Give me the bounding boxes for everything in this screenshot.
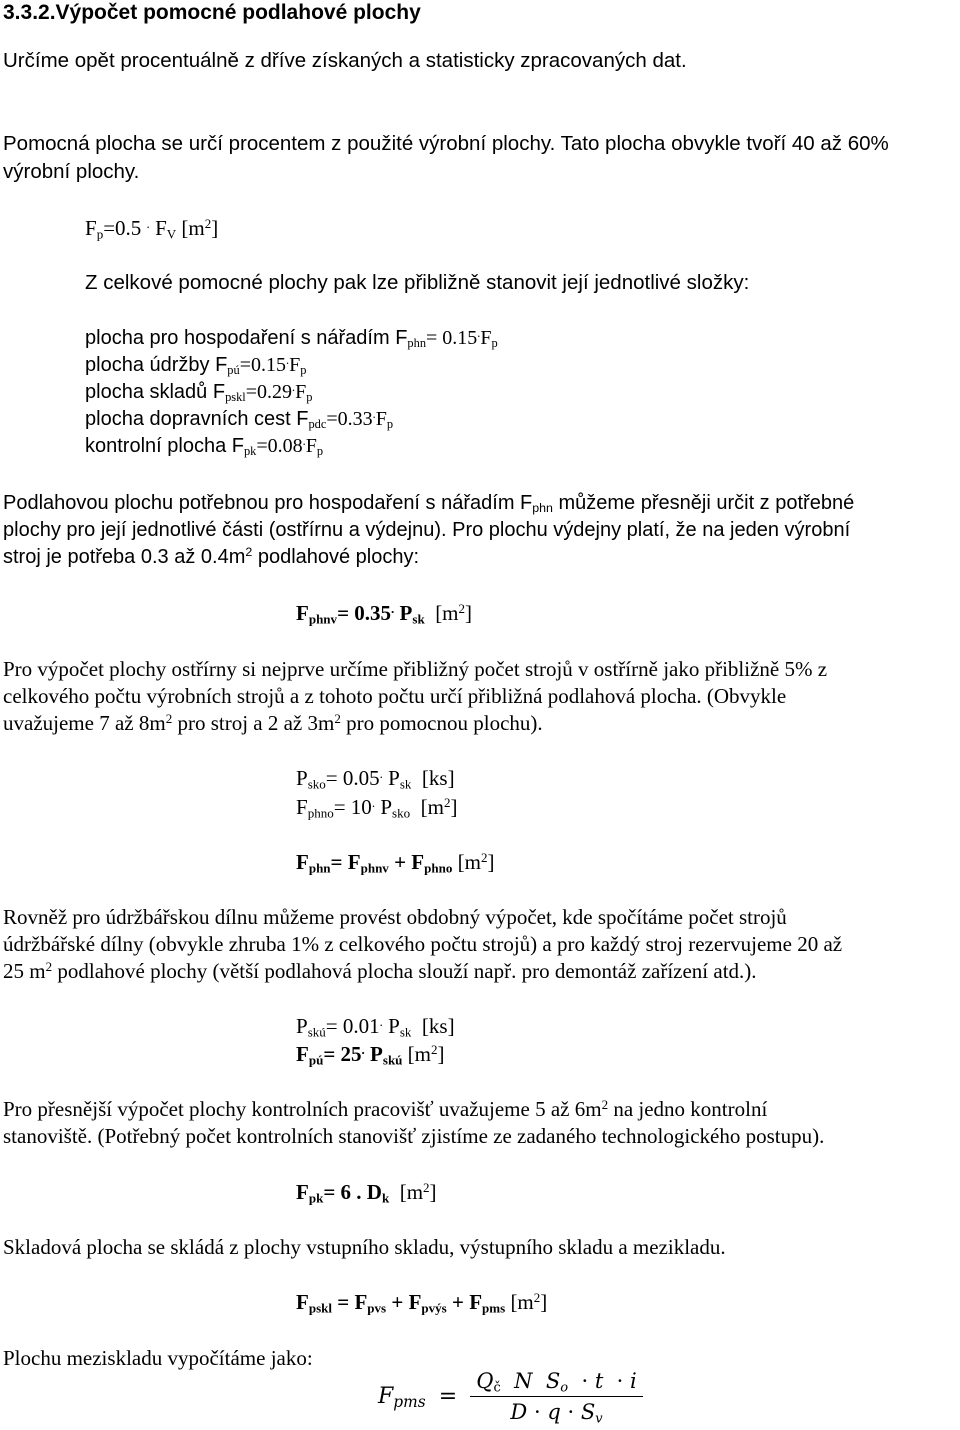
component-row: plocha pro hospodaření s nářadím $F_{phn}= 0.15^.F_p$ (85, 326, 498, 351)
maintenance-paragraph-line-2: údržbářské dílny (obvykle zhruba 1% z celkového počtu strojů) a pro každý stroj rezervujeme 20 až (3, 932, 843, 956)
formula-fphno: $F_{phno}= 10^.$ $P_{sko}$ $[m^2]$ (296, 794, 458, 821)
formula-fp: $F_p=0.5$ . $F_V$ $[m^2]$ (85, 215, 219, 242)
tools-paragraph-line-1: Podlahovou plochu potřebnou pro hospodaření s nářadím $F_{phn}$ můžeme přesněji určit z potřebné (3, 492, 855, 516)
formula-fpms: $F_{pms}$ = $\frac{Q_č N S_o \cdot t \cdot i}{D \cdot q \cdot S_v}$ (378, 1366, 643, 1427)
maintenance-paragraph-line-3: 25 $m^2$ podlahové plochy (větší podlahová plocha slouží např. pro demontáž zařízení atd.). (3, 958, 757, 983)
formula-fpk: $F_{pk}= 6$ . $D_k$ $[m^2]$ (296, 1179, 437, 1206)
aux-paragraph-line-1: Pomocná plocha se určí procentem z použité výrobní plochy. Tato plocha obvykle tvoří 40 až 60% (3, 132, 889, 155)
tools-paragraph-line-3: stroj je potřeba 0.3 až $0.4m^2$ podlahové plochy: (3, 545, 420, 568)
maintenance-paragraph-line-1: Rovněž pro údržbářskou dílnu můžeme provést obdobný výpočet, kde spočítáme počet strojů (3, 905, 787, 929)
formula-psko: $P_{sko}= 0.05^.$ $P_{sk}$ [ks] (296, 765, 455, 792)
sharpening-paragraph-line-1: Pro výpočet plochy ostřírny si nejprve určíme přibližný počet strojů v ostřírně jako přibližně 5% z (3, 657, 828, 681)
aux-paragraph-line-2: výrobní plochy. (3, 160, 140, 183)
formula-fphn: $F_{phn}= F_{phnv} + F_{phno}$ $[m^2]$ (296, 849, 495, 876)
sharpening-paragraph-line-2: celkového počtu výrobních strojů a z tohoto počtu určí přibližná podlahová plocha. (Obvykle (3, 684, 787, 708)
fraction-numerator: $Q_č$ N $S_o \cdot t \cdot i$ (476, 1369, 637, 1396)
interstock-intro: Plochu meziskladu vypočítáme jako: (3, 1346, 313, 1370)
component-row: plocha dopravních cest $F_{pdc}=0.33^.F_p$ (85, 407, 394, 432)
control-paragraph-line-2: stanoviště. (Potřebný počet kontrolních stanovišť zjistíme ze zadaného technologického postupu). (3, 1124, 825, 1148)
formula-fpskl: $F_{pskl} = F_{pvs} + F_{pvýs} + F_{pms}$ $[m^2]$ (296, 1289, 548, 1316)
fraction-denominator: $D \cdot q \cdot S_v$ (510, 1400, 603, 1427)
formula-fphnv: $F_{phnv}= 0.35^.$ $P_{sk}$ $[m^2]$ (296, 600, 473, 627)
intro-paragraph: Určíme opět procentuálně z dříve získaných a statisticky zpracovaných dat. (3, 49, 687, 72)
formula-psku: $P_{skú}= 0.01^.$ $P_{sk}$ [ks] (296, 1013, 455, 1040)
formula-fpu: $F_{pú}= 25^.$ $P_{skú}$ $[m^2]$ (296, 1041, 445, 1068)
fraction (470, 1366, 642, 1427)
component-row: plocha údržby $F_{pú}=0.15^.F_p$ (85, 353, 307, 378)
component-row: plocha skladů $F_{pskl}=0.29^.F_p$ (85, 380, 313, 405)
tools-paragraph-line-2: plochy pro její jednotlivé části (ostřírnu a výdejnu). Pro plochu výdejny platí, že na jeden výrobní (3, 519, 851, 541)
component-row: kontrolní plocha $F_{pk}=0.08^.F_p$ (85, 434, 324, 459)
storage-paragraph: Skladová plocha se skládá z plochy vstupního skladu, výstupního skladu a mezikladu. (3, 1235, 726, 1259)
section-heading: 3.3.2.Výpočet pomocné podlahové plochy (3, 1, 421, 24)
components-intro: Z celkové pomocné plochy pak lze přibližně stanovit její jednotlivé složky: (85, 271, 750, 294)
sharpening-paragraph-line-3: uvažujeme 7 až $8m^2$ pro stroj a 2 až $3m^2$ pro pomocnou plochu). (3, 710, 543, 735)
control-paragraph-line-1: Pro přesnější výpočet plochy kontrolních pracovišť uvažujeme 5 až $6m^2$ na jedno kontrolní (3, 1096, 768, 1121)
